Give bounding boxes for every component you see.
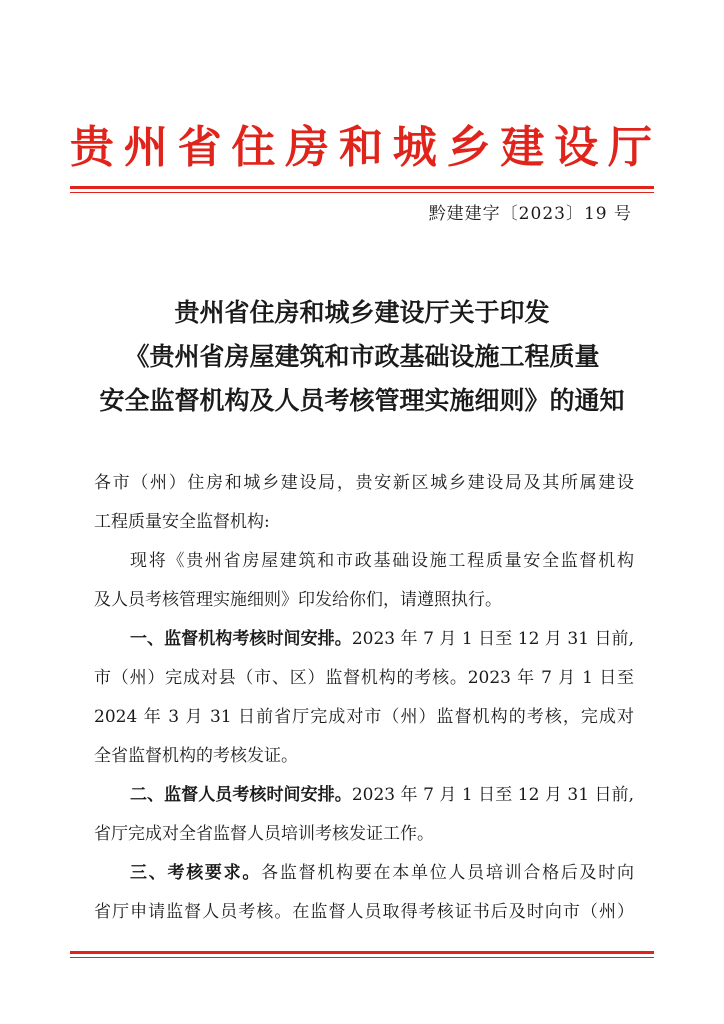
recipient-line-1: 各市（州）住房和城乡建设局，贵安新区城乡建设局及其所属建设 — [94, 473, 634, 493]
item-1-line-3: 2024 年 3 月 31 日前省厅完成对市（州）监督机构的考核，完成对 — [94, 707, 634, 727]
notice-heading-line-2: 《贵州省房屋建筑和市政基础设施工程质量 — [124, 342, 600, 371]
agency-letterhead-title: 贵州省住房和城乡建设厅 — [70, 122, 654, 173]
document-number: 黔建建字〔2023〕19 号 — [428, 204, 632, 224]
intro-line-1: 现将《贵州省房屋建筑和市政基础设施工程质量安全监督机构 — [130, 551, 634, 571]
header-red-rule-thick — [70, 186, 654, 189]
item-3-line-1-text: 各监督机构要在本单位人员培训合格后及时向 — [261, 863, 634, 883]
item-1-line-4: 全省监督机构的考核发证。 — [94, 746, 298, 766]
recipient-line-2: 工程质量安全监督机构: — [94, 512, 270, 532]
item-3-heading: 三、考核要求。 — [130, 863, 262, 883]
notice-heading-line-1: 贵州省住房和城乡建设厅关于印发 — [174, 298, 550, 327]
item-2-line-1-text: 2023 年 7 月 1 日至 12 月 31 日前, — [351, 785, 634, 805]
intro-line-2: 及人员考核管理实施细则》印发给你们，请遵照执行。 — [94, 590, 502, 610]
item-2-heading: 二、监督人员考核时间安排。 — [130, 785, 352, 805]
notice-body — [94, 466, 634, 930]
item-1-line-2: 市（州）完成对县（市、区）监督机构的考核。2023 年 7 月 1 日至 — [94, 668, 634, 688]
header-red-rule-thin — [70, 192, 654, 193]
footer-red-rule-thick — [70, 951, 654, 954]
item-3-line-2: 省厅申请监督人员考核。在监督人员取得考核证书后及时向市（州） — [94, 902, 634, 922]
item-2-line-2: 省厅完成对全省监督人员培训考核发证工作。 — [94, 824, 434, 844]
item-3-line-1 — [94, 856, 634, 891]
footer-red-rule-thin — [70, 957, 654, 958]
item-1-line-1-text: 2023 年 7 月 1 日至 12 月 31 日前, — [351, 629, 634, 649]
item-1-line-1 — [94, 622, 634, 657]
item-2-line-1 — [94, 778, 634, 813]
item-1-heading: 一、监督机构考核时间安排。 — [130, 629, 352, 649]
notice-heading-line-3: 安全监督机构及人员考核管理实施细则》的通知 — [99, 386, 625, 415]
